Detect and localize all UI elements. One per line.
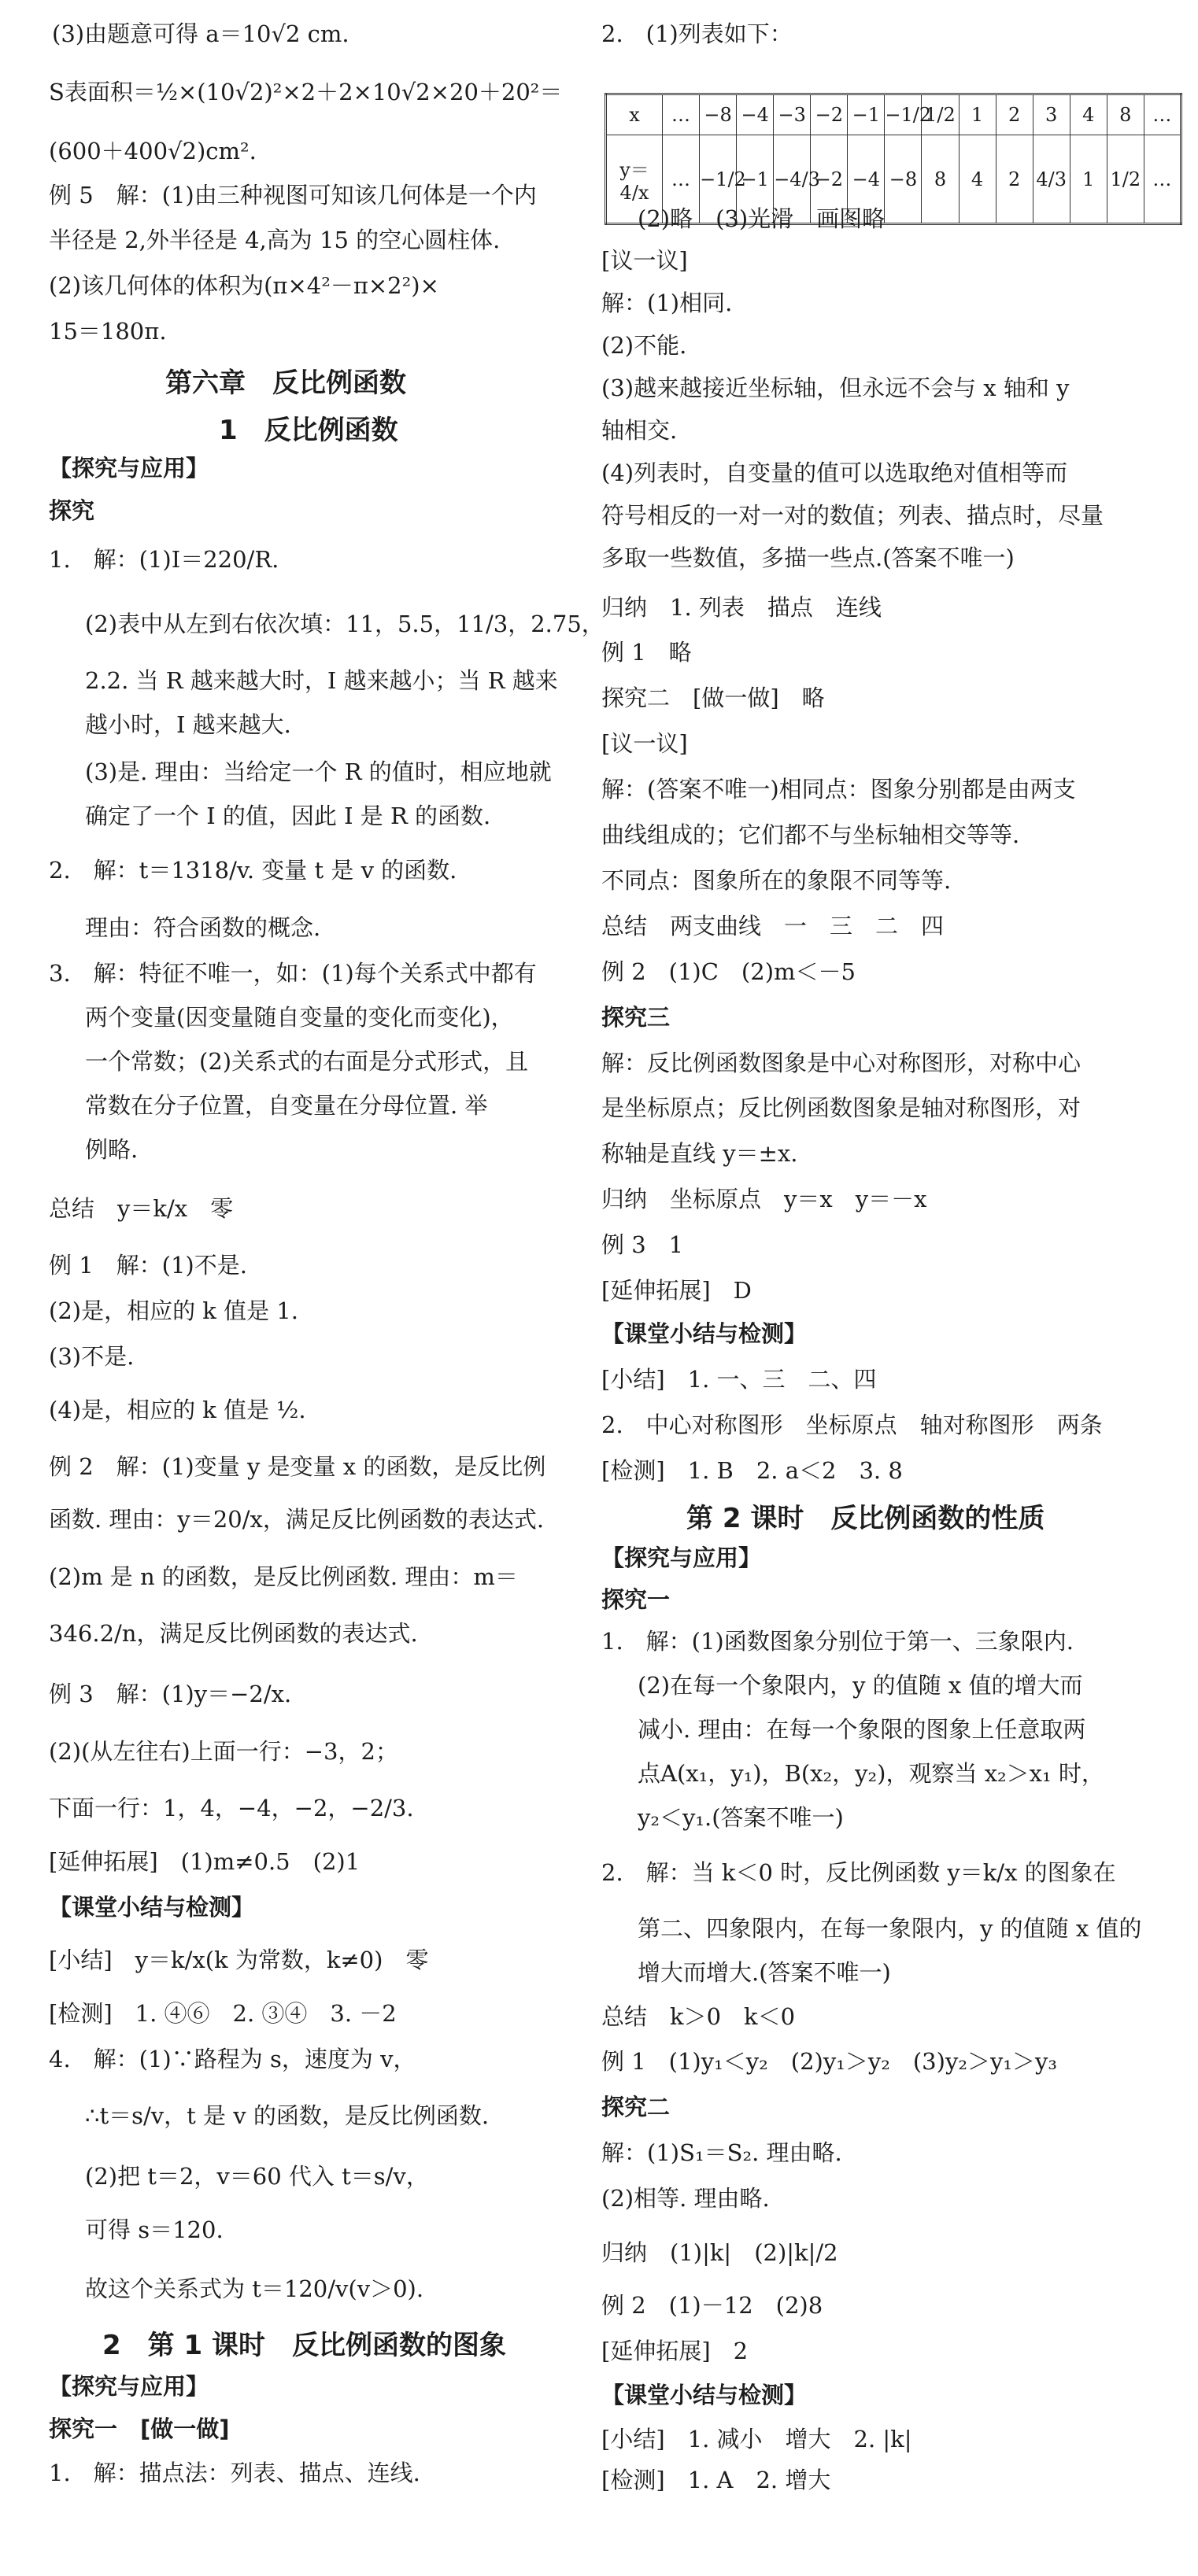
- right-line: 归纳 (1)|k| (2)|k|/2: [601, 2238, 838, 2266]
- left-line: [小结] y＝k/x(k 为常数，k≠0) 零: [49, 1947, 429, 1974]
- table-cell: 1: [1070, 135, 1107, 224]
- table-cell: 2: [996, 135, 1033, 224]
- right-line: 第 2 课时 反比例函数的性质: [686, 1502, 1045, 1534]
- right-line: [议一议]: [601, 730, 688, 758]
- right-line: 【探究与应用】: [601, 1544, 762, 1571]
- left-line: 4. 解：(1)∵路程为 s，速度为 v，: [49, 2045, 416, 2072]
- right-line: 解：反比例函数图象是中心对称图形，对称中心: [601, 1049, 1082, 1076]
- table-cell: …: [1144, 135, 1181, 224]
- table-cell: −3: [774, 94, 811, 135]
- right-line: 2. (1)列表如下：: [601, 20, 793, 47]
- left-line: 2.2. 当 R 越来越大时，I 越来越小；当 R 越来: [85, 667, 558, 695]
- right-line: 符号相反的一对一对的数值；列表、描点时，尽量: [601, 501, 1104, 529]
- right-line: 归纳 1. 列表 描点 连线: [601, 593, 882, 621]
- left-line: [延伸拓展] (1)m≠0.5 (2)1: [49, 1847, 361, 1875]
- left-line: 1. 解：(1)I＝220/R.: [49, 545, 279, 573]
- right-line: 轴相交.: [601, 416, 678, 444]
- left-line: (2)表中从左到右依次填：11，5.5，11/3，2.75，: [85, 610, 605, 637]
- right-line: (2)不能.: [601, 331, 687, 359]
- table-row-x: [606, 94, 1181, 135]
- right-line: 探究三: [601, 1003, 671, 1031]
- left-line: 常数在分子位置，自变量在分母位置. 举: [85, 1091, 488, 1119]
- left-line: 故这个关系式为 t＝120/v(v＞0).: [85, 2275, 424, 2302]
- table-cell: …: [663, 135, 700, 224]
- right-line: 减小. 理由：在每一个象限的图象上任意取两: [638, 1715, 1086, 1743]
- left-line: (600＋400√2)cm².: [49, 137, 257, 164]
- right-line: (2)在每一个象限内，y 的值随 x 值的增大而: [638, 1671, 1083, 1699]
- right-line: 例 2 (1)－12 (2)8: [601, 2292, 823, 2320]
- right-line: 1. 解：(1)函数图象分别位于第一、三象限内.: [601, 1627, 1074, 1655]
- table-cell: 1/2: [922, 94, 959, 135]
- left-line: 第六章 反比例函数: [165, 367, 406, 399]
- right-line: [小结] 1. 减小 增大 2. |k|: [601, 2426, 912, 2453]
- left-line: 越小时，I 越来越大.: [85, 711, 291, 739]
- table-cell: −4: [848, 135, 885, 224]
- right-line: 增大而增大.(答案不唯一): [638, 1958, 891, 1986]
- left-line: 两个变量(因变量随自变量的变化而变化)，: [85, 1003, 514, 1031]
- table-cell: 3: [1033, 94, 1070, 135]
- table-cell: −1/2: [885, 94, 922, 135]
- table-cell: 1/2: [1107, 135, 1144, 224]
- left-line: 346.2/n，满足反比例函数的表达式.: [49, 1620, 418, 1648]
- right-line: 2. 解：当 k＜0 时，反比例函数 y＝k/x 的图象在: [601, 1859, 1116, 1887]
- right-line: 解：(1)S₁＝S₂. 理由略.: [601, 2139, 842, 2167]
- left-line: ∴t＝s/v，t 是 v 的函数，是反比例函数.: [85, 2102, 490, 2129]
- left-line: 探究一 [做一做]: [49, 2415, 230, 2442]
- table-cell: −8: [700, 94, 737, 135]
- right-line: 第二、四象限内，在每一象限内，y 的值随 x 值的: [638, 1914, 1142, 1942]
- left-line: (2)该几何体的体积为(π×4²－π×2²)×: [49, 272, 439, 300]
- right-line: 探究二: [601, 2094, 671, 2121]
- left-line: 下面一行：1，4，−4，−2，−2/3.: [49, 1795, 414, 1822]
- left-line: (3)不是.: [49, 1342, 135, 1370]
- right-line: (2)略 (3)光滑 画图略: [638, 205, 886, 233]
- table-cell: −4/3: [774, 135, 811, 224]
- left-line: (4)是，相应的 k 值是 ½.: [49, 1396, 306, 1423]
- left-line: 例 1 解：(1)不是.: [49, 1252, 247, 1279]
- table-cell: −2: [811, 94, 848, 135]
- left-line: 1 反比例函数: [219, 414, 398, 446]
- table-cell: x: [606, 94, 663, 135]
- left-line: 一个常数；(2)关系式的右面是分式形式，且: [85, 1047, 529, 1075]
- table-cell: …: [663, 94, 700, 135]
- left-line: 【探究与应用】: [49, 2372, 209, 2400]
- right-line: 【课堂小结与检测】: [601, 1320, 808, 1348]
- table-cell: 8: [1107, 94, 1144, 135]
- left-line: 15＝180π.: [49, 318, 167, 345]
- left-line: [检测] 1. ④⑥ 2. ③④ 3. －2: [49, 1999, 397, 2027]
- right-column: [598, 0, 1181, 2576]
- left-line: 例 3 解：(1)y＝−2/x.: [49, 1681, 292, 1708]
- right-line: (4)列表时，自变量的值可以选取绝对值相等而: [601, 459, 1068, 486]
- table-cell: 4/3: [1033, 135, 1070, 224]
- right-line: 多取一些数值，多描一些点.(答案不唯一): [601, 544, 1015, 571]
- right-line: 点A(x₁，y₁)，B(x₂，y₂)，观察当 x₂＞x₁ 时，: [638, 1759, 1104, 1787]
- right-line: 例 2 (1)C (2)m＜－5: [601, 958, 856, 985]
- right-line: [小结] 1. 一、三 二、四: [601, 1365, 877, 1393]
- right-line: 是坐标原点；反比例函数图象是轴对称图形，对: [601, 1094, 1082, 1122]
- table-cell: −1: [737, 135, 774, 224]
- left-line: 半径是 2,外半径是 4,高为 15 的空心圆柱体.: [49, 227, 501, 254]
- right-line: 探究二 [做一做] 略: [601, 685, 825, 712]
- left-line: (3)由题意可得 a＝10√2 cm.: [52, 20, 349, 47]
- table-cell: −1: [848, 94, 885, 135]
- table-cell: …: [1144, 94, 1181, 135]
- right-line: (3)越来越接近坐标轴，但永远不会与 x 轴和 y: [601, 374, 1070, 401]
- table-cell: −2: [811, 135, 848, 224]
- right-line: 称轴是直线 y＝±x.: [601, 1140, 798, 1168]
- left-line: 【课堂小结与检测】: [49, 1893, 255, 1921]
- left-line: (2)m 是 n 的函数，是反比例函数. 理由：m＝: [49, 1563, 518, 1590]
- table-cell: y＝4/x: [606, 135, 663, 224]
- right-line: 例 3 1: [601, 1231, 684, 1259]
- table-cell: 8: [922, 135, 959, 224]
- left-line: 2. 解：t＝1318/v. 变量 t 是 v 的函数.: [49, 857, 457, 884]
- left-line: (3)是. 理由：当给定一个 R 的值时，相应地就: [85, 758, 552, 785]
- table-cell: 4: [1070, 94, 1107, 135]
- right-line: 例 1 (1)y₁＜y₂ (2)y₁＞y₂ (3)y₂＞y₁＞y₃: [601, 2048, 1057, 2076]
- right-line: 解：(1)相同.: [601, 289, 733, 316]
- left-line: 1. 解：描点法：列表、描点、连线.: [49, 2459, 420, 2486]
- right-line: (2)相等. 理由略.: [601, 2185, 770, 2212]
- right-line: y₂＜y₁.(答案不唯一): [638, 1803, 844, 1831]
- left-line: 理由：符合函数的概念.: [85, 913, 321, 941]
- table-cell: −1/2: [700, 135, 737, 224]
- left-line: (2)是，相应的 k 值是 1.: [49, 1297, 298, 1325]
- right-line: 曲线组成的；它们都不与坐标轴相交等等.: [601, 821, 1020, 849]
- right-line: 不同点：图象所在的象限不同等等.: [601, 866, 952, 894]
- right-line: [检测] 1. A 2. 增大: [601, 2467, 831, 2494]
- right-line: 2. 中心对称图形 坐标原点 轴对称图形 两条: [601, 1411, 1103, 1438]
- right-line: [延伸拓展] 2: [601, 2338, 749, 2365]
- right-line: 归纳 坐标原点 y＝x y＝－x: [601, 1186, 927, 1213]
- table-cell: 2: [996, 94, 1033, 135]
- left-line: 例略.: [85, 1135, 139, 1163]
- left-line: 3. 解：特征不唯一，如：(1)每个关系式中都有: [49, 959, 537, 987]
- table-cell: 4: [959, 135, 996, 224]
- left-line: 探究: [49, 496, 95, 524]
- left-line: 确定了一个 I 的值，因此 I 是 R 的函数.: [85, 802, 491, 829]
- left-line: 总结 y＝k/x 零: [49, 1194, 234, 1222]
- left-line: (2)(从左往右)上面一行：−3，2；: [49, 1737, 398, 1765]
- left-line: 2 第 1 课时 反比例函数的图象: [102, 2330, 506, 2362]
- right-line: [议一议]: [601, 246, 688, 274]
- right-line: 例 1 略: [601, 639, 692, 666]
- right-line: [延伸拓展] D: [601, 1277, 752, 1305]
- left-line: 【探究与应用】: [49, 454, 209, 482]
- left-line: 函数. 理由：y＝20/x，满足反比例函数的表达式.: [49, 1506, 545, 1533]
- left-line: S表面积＝½×(10√2)²×2＋2×10√2×20＋20²＝: [49, 79, 563, 106]
- left-line: (2)把 t＝2，v＝60 代入 t＝s/v，: [85, 2163, 429, 2190]
- right-line: 探究一: [601, 1585, 671, 1613]
- table-cell: −4: [737, 94, 774, 135]
- right-line: [检测] 1. B 2. a＜2 3. 8: [601, 1456, 903, 1484]
- right-line: 解：(答案不唯一)相同点：图象分别都是由两支: [601, 776, 1076, 803]
- left-line: 例 5 解：(1)由三种视图可知该几何体是一个内: [49, 181, 537, 209]
- table-cell: −8: [885, 135, 922, 224]
- right-line: 【课堂小结与检测】: [601, 2382, 808, 2409]
- right-line: 总结 k＞0 k＜0: [601, 2002, 796, 2030]
- left-line: 例 2 解：(1)变量 y 是变量 x 的函数，是反比例: [49, 1452, 546, 1480]
- table-cell: 1: [959, 94, 996, 135]
- right-line: 总结 两支曲线 一 三 二 四: [601, 912, 945, 939]
- left-line: 可得 s＝120.: [85, 2216, 224, 2243]
